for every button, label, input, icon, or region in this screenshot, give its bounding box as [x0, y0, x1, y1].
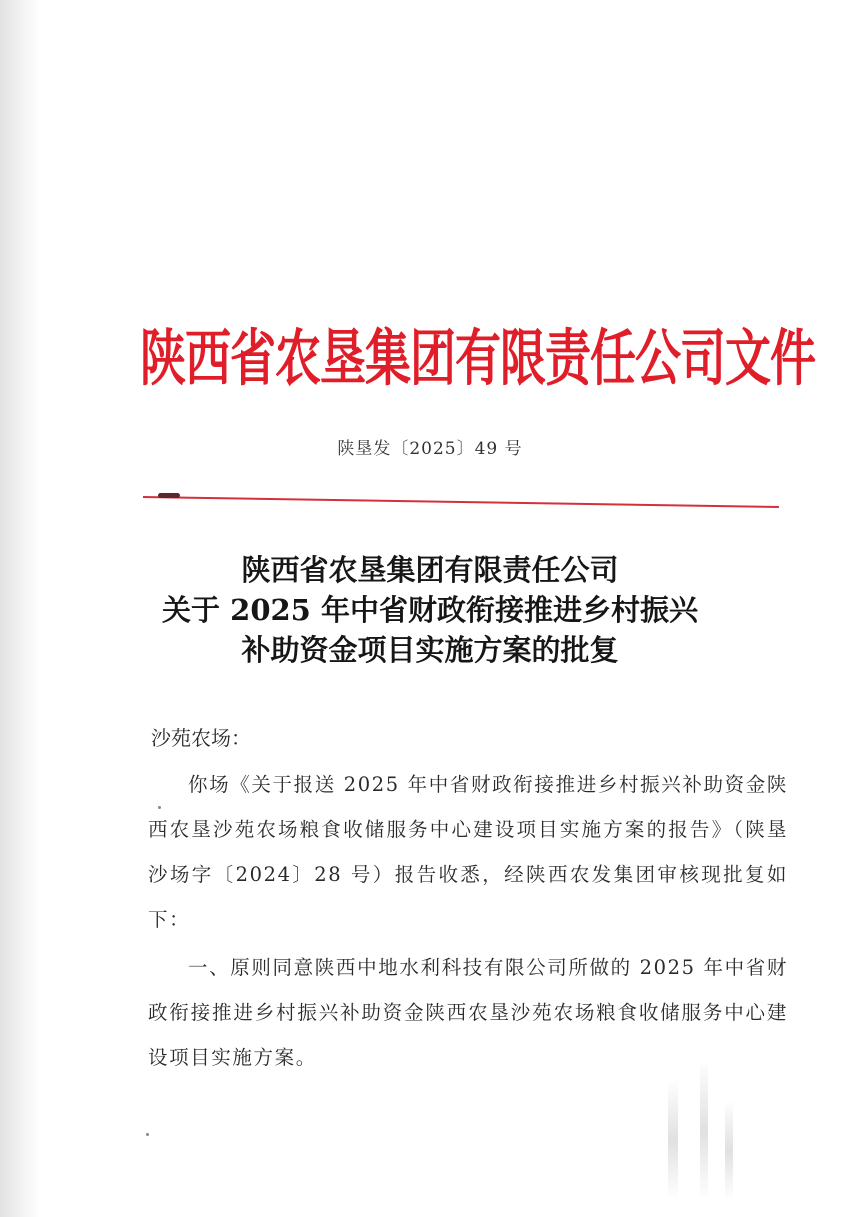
scan-artifact	[668, 1080, 678, 1200]
title-line-3: 补助资金项目实施方案的批复	[241, 633, 619, 667]
body-paragraph-1: 你场《关于报送 2025 年中省财政衔接推进乡村振兴补助资金陕西农垦沙苑农场粮食收储服务中心建设项目实施方案的报告》（陕垦沙场字〔2024〕28 号）报告收悉，经陕西农发集团审核现批复如下：	[148, 773, 788, 931]
issuer-header: 陕西省农垦集团有限责任公司文件	[140, 322, 815, 394]
title-line-1: 陕西省农垦集团有限责任公司	[241, 553, 619, 587]
recipient: 沙苑农场：	[151, 726, 251, 750]
scan-speck	[146, 1133, 149, 1136]
body-paragraph-2: 一、原则同意陕西中地水利科技有限公司所做的 2025 年中省财政衔接推进乡村振兴补助资金陕西农垦沙苑农场粮食收储服务中心建设项目实施方案。	[148, 956, 788, 1069]
scan-artifact	[725, 1100, 733, 1200]
scan-artifact	[700, 1060, 708, 1200]
document-title	[0, 550, 860, 670]
scan-speck	[158, 806, 161, 809]
red-separator-line	[143, 496, 779, 508]
separator-line-mark	[158, 493, 180, 498]
title-line-2: 关于 2025 年中省财政衔接推进乡村振兴	[162, 593, 698, 627]
document-number: 陕垦发〔2025〕49 号	[337, 439, 523, 459]
